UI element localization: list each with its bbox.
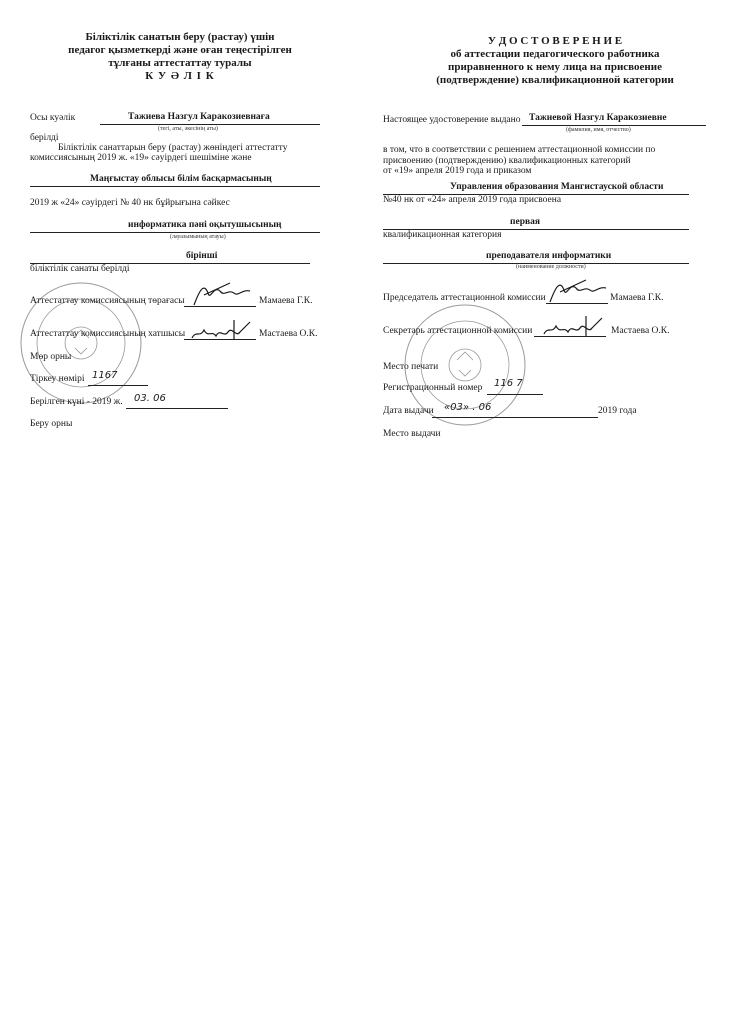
kz-chair-signature — [190, 279, 254, 309]
ru-reg-label: Регистрационный номер — [383, 383, 483, 393]
ru-secretary-label: Секретарь аттестационной комиссии — [383, 326, 533, 336]
kz-title-line3: тұлғаны аттестаттау туралы — [108, 57, 252, 69]
kz-department: Маңғыстау облысы білім басқармасының — [90, 174, 272, 184]
kz-secretary-name: Мастаева О.К. — [259, 329, 318, 339]
ru-decision-line3: от «19» апреля 2019 года и приказом — [383, 166, 532, 176]
ru-chair-name: Мамаева Г.К. — [610, 293, 664, 303]
kz-berildi: берілді — [30, 133, 59, 143]
kz-department-underline — [30, 186, 320, 187]
ru-issued-label: Настоящее удостоверение выдано — [383, 115, 521, 125]
kz-position-caption: (лауазымының атауы) — [170, 234, 226, 240]
ru-secretary-name: Мастаева О.К. — [611, 326, 670, 336]
kz-reg-underline — [88, 385, 148, 386]
kz-title-line1: Біліктілік санатын беру (растау) үшін — [85, 31, 275, 43]
ru-date-value: «03» . 06 — [444, 402, 492, 413]
ru-title-line2: об аттестации педагогического работника — [450, 48, 660, 60]
ru-seal-label: Место печати — [383, 362, 439, 372]
ru-secretary-signature — [540, 312, 606, 340]
kz-secretary-label: Аттестаттау комиссиясының хатшысы — [30, 329, 186, 339]
kz-position-underline — [30, 232, 320, 233]
kz-seal-label: Мөр орны — [30, 352, 72, 362]
ru-decision-line2: присвоению (подтверждению) квалификационных категорий — [383, 156, 631, 166]
ru-date-underline — [432, 417, 598, 418]
ru-reg-underline — [487, 394, 543, 395]
kz-chair-name: Мамаева Г.К. — [259, 296, 313, 306]
kz-name-underline — [100, 124, 320, 125]
ru-date-year: 2019 года — [598, 406, 637, 416]
kz-date-underline — [126, 408, 228, 409]
kz-reg-label: Тіркеу нөмірі — [30, 374, 85, 384]
kz-order: 2019 ж «24» сәуірдегі № 40 нк бұйрығына сәйкес — [30, 198, 230, 208]
kz-reg-number: 1167 — [92, 370, 118, 381]
ru-place-label: Место выдачи — [383, 429, 441, 439]
kz-chair-label: Аттестаттау комиссиясының төрағасы — [30, 296, 185, 306]
kz-category: бірінші — [186, 251, 218, 261]
ru-title-line1: У Д О С Т О В Е Р Е Н И Е — [487, 35, 623, 47]
ru-name-caption: (фамилия, имя, отчество) — [566, 127, 631, 133]
kz-title — [30, 31, 330, 83]
kz-commission-line2: комиссиясының 2019 ж. «19» сәуірдегі шешіміне және — [30, 153, 252, 163]
kz-name-caption: (тегі, аты, әкесінің аты) — [158, 126, 218, 132]
kz-title-line4: К У Ә Л І К — [145, 70, 215, 82]
kz-position: информатика пәні оқытушысының — [128, 220, 282, 230]
ru-date-label: Дата выдачи — [383, 406, 434, 416]
ru-chair-label: Председатель аттестационной комиссии — [383, 293, 546, 303]
kz-title-line2: педагог қызметкерді және оған теңестірілген — [68, 44, 292, 56]
ru-category-label: квалификационная категория — [383, 230, 502, 240]
kz-date-label: Берілген күні - 2019 ж. — [30, 397, 123, 407]
kz-osy-label: Осы куәлік — [30, 113, 76, 123]
kz-category-given: біліктілік санаты берілді — [30, 264, 130, 274]
kz-commission-line1: Біліктілік санаттарын беру (растау) жөніндегі аттестатту — [58, 143, 288, 153]
ru-recipient-name: Тажиевой Назгул Каракозиевне — [529, 113, 667, 123]
ru-chair-signature — [546, 276, 610, 306]
kz-place-label: Беру орны — [30, 419, 73, 429]
ru-department: Управления образования Мангистауской области — [450, 182, 664, 192]
ru-decision-line1: в том, что в соответствии с решением аттестационной комиссии по — [383, 145, 656, 155]
ru-reg-number: 116 7 — [494, 378, 523, 389]
ru-title-line4: (подтверждение) квалификационной категории — [436, 74, 674, 86]
ru-title-line3: приравненного к нему лица на присвоение — [448, 61, 662, 73]
ru-order: №40 нк от «24» апреля 2019 года присвоена — [383, 195, 562, 205]
kz-date-value: 03. 06 — [134, 393, 166, 404]
ru-position-caption: (наименование должности) — [516, 264, 586, 270]
kz-secretary-signature — [188, 316, 254, 344]
kz-recipient-name: Тажиева Назгул Каракозиевнаға — [128, 112, 270, 122]
ru-category: первая — [510, 217, 540, 227]
ru-title — [405, 35, 705, 87]
ru-name-underline — [522, 125, 706, 126]
ru-position: преподавателя информатики — [486, 251, 612, 261]
